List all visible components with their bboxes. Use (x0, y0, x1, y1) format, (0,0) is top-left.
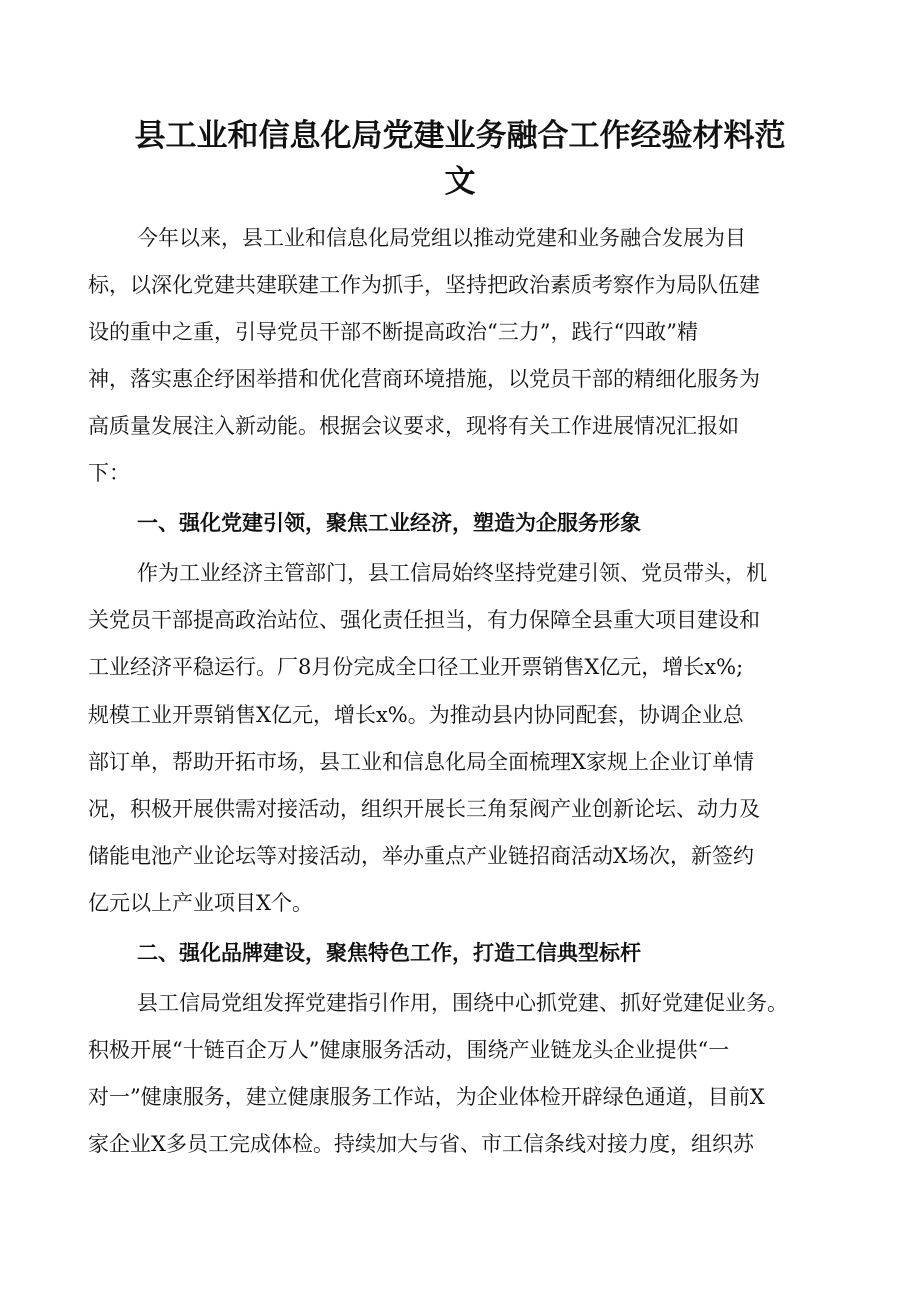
section-1-line-8: 亿元以上产业项目X个。 (88, 891, 313, 915)
section-1-line-3: 工业经济平稳运行。厂8月份完成全口径工业开票销售X亿元，增长x%; (88, 655, 744, 679)
intro-line-6: 下： (88, 461, 130, 485)
section-1-heading: 一、强化党建引领，聚焦工业经济，塑造为企服务形象 (137, 511, 641, 535)
document-title-line-2: 文 (444, 164, 476, 200)
section-1-line-7: 储能电池产业论坛等对接活动，举办重点产业链招商活动X场次，新签约 (88, 844, 754, 868)
intro-line-2: 标，以深化党建共建联建工作为抓手，坚持把政治素质考察作为局队伍建 (88, 273, 760, 297)
intro-line-3: 设的重中之重，引导党员干部不断提高政治“三力”，践行“四敢”精 (88, 320, 698, 344)
intro-line-1: 今年以来，县工业和信息化局党组以推动党建和业务融合发展为目 (137, 226, 746, 250)
section-2-line-1: 县工信局党组发挥党建指引作用，围绕中心抓党建、抓好党建促业务。 (137, 991, 788, 1015)
section-1-line-2: 关党员干部提高政治站位、强化责任担当，有力保障全县重大项目建设和 (88, 608, 760, 632)
section-2-heading: 二、强化品牌建设，聚焦特色工作，打造工信典型标杆 (137, 941, 641, 965)
section-1-line-5: 部订单，帮助开拓市场，县工业和信息化局全面梳理X家规上企业订单情 (88, 750, 754, 774)
section-1-line-6: 况，积极开展供需对接活动，组织开展长三角泵阀产业创新论坛、动力及 (88, 797, 760, 821)
document-title-line-1: 县工业和信息化局党建业务融合工作经验材料范 (134, 118, 786, 154)
section-2-line-3: 对一”健康服务，建立健康服务工作站，为企业体检开辟绿色通道，目前X (88, 1085, 765, 1109)
section-2-line-2: 积极开展“十链百企万人”健康服务活动，围绕产业链龙头企业提供“一 (88, 1038, 730, 1062)
intro-line-5: 高质量发展注入新动能。根据会议要求，现将有关工作进展情况汇报如 (88, 414, 739, 438)
intro-line-4: 神，落实惠企纾困举措和优化营商环境措施，以党员干部的精细化服务为 (88, 367, 760, 391)
section-1-line-1: 作为工业经济主管部门，县工信局始终坚持党建引领、党员带头，机 (137, 561, 767, 585)
section-2-line-4: 家企业X多员工完成体检。持续加大与省、市工信条线对接力度，组织苏 (88, 1132, 754, 1156)
section-1-line-4: 规模工业开票销售X亿元，增长x%。为推动县内协同配套，协调企业总 (88, 703, 744, 727)
